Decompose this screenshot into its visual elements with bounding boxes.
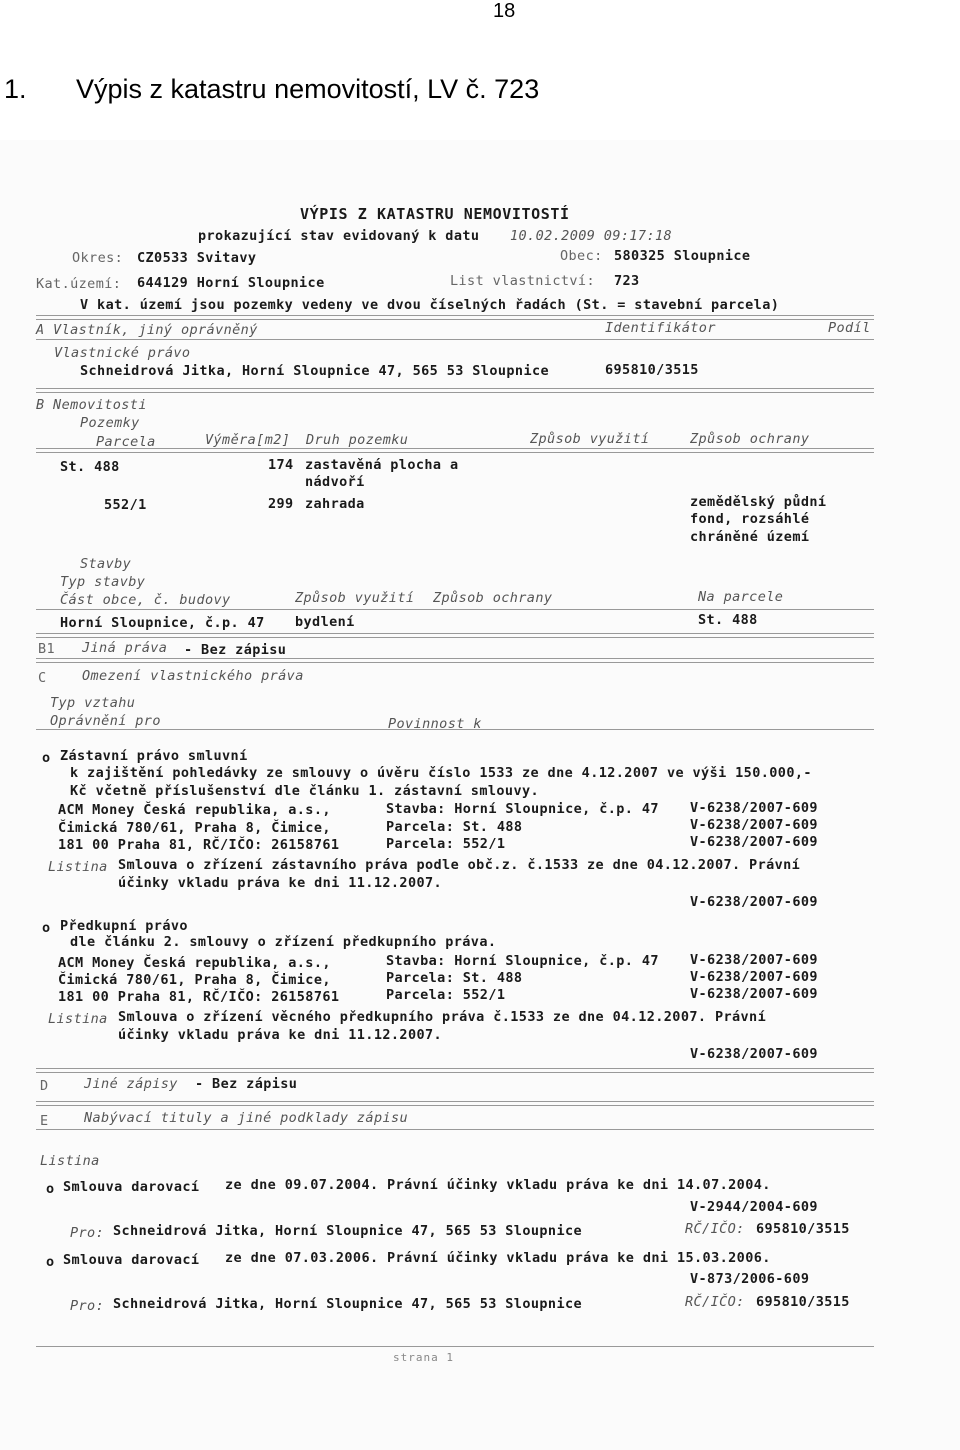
deed-2-pro-label: Pro: xyxy=(70,1298,105,1314)
extract-subtitle: prokazující stav evidovaný k datu xyxy=(198,228,480,244)
col-cast-obce: Část obce, č. budovy xyxy=(60,592,231,608)
section-divider xyxy=(36,658,874,663)
stavby-label: Stavby xyxy=(80,556,132,572)
section-b1-code: B1 xyxy=(38,641,56,657)
bullet: o xyxy=(42,920,51,936)
preemption-holder-line-2: Čimická 780/61, Praha 8, Čimice, xyxy=(58,972,331,988)
bullet: o xyxy=(46,1254,55,1270)
col-ochrana: Způsob ochrany xyxy=(690,431,810,447)
obec-label: Obec: xyxy=(560,248,603,264)
lien-object-1: Stavba: Horní Sloupnice, č.p. 47 xyxy=(386,801,659,817)
section-e-code: E xyxy=(40,1113,49,1129)
col-druh: Druh pozemku xyxy=(306,432,409,448)
parcel-row-2-protection: zemědělský půdní xyxy=(690,494,827,510)
povinnost-label: Povinnost k xyxy=(388,716,482,732)
section-b1-title: Jiná práva xyxy=(82,640,168,656)
lien-object-2: Parcela: St. 488 xyxy=(386,819,523,835)
deed-1-name: Smlouva darovací xyxy=(63,1179,200,1195)
lien-listina-cont: účinky vkladu práva ke dni 11.12.2007. xyxy=(118,875,443,891)
listina-label: Listina xyxy=(48,1011,108,1027)
section-b1-value: - Bez zápisu xyxy=(184,642,287,658)
section-divider xyxy=(36,339,874,340)
owner-name: Schneidrová Jitka, Horní Sloupnice 47, 565 53 Sloupnice xyxy=(80,363,550,379)
preemption-listina-ref: V-6238/2007-609 xyxy=(690,1046,818,1062)
parcel-row-2-id: 552/1 xyxy=(104,497,147,513)
preemption-description: dle článku 2. smlouvy o zřízení předkupního práva. xyxy=(70,934,497,950)
parcel-row-1-id: St. 488 xyxy=(60,459,120,475)
lien-listina-ref: V-6238/2007-609 xyxy=(690,894,818,910)
heading-text: Výpis z katastru nemovitostí, LV č. 723 xyxy=(76,74,540,104)
deed-2-ref: V-873/2006-609 xyxy=(690,1271,810,1287)
footer-divider xyxy=(36,1346,874,1347)
parcel-series-note: V kat. území jsou pozemky vedeny ve dvou číselných řadách (St. = stavební parcela) xyxy=(80,297,780,313)
col-podil: Podíl xyxy=(828,320,871,336)
lv-label: List vlastnictví: xyxy=(450,273,595,289)
section-c-code: C xyxy=(38,670,47,686)
deed-1-rc-label: RČ/IČO: xyxy=(685,1221,745,1237)
parcel-row-2-protection-2: fond, rozsáhlé xyxy=(690,511,810,527)
preemption-ref-3: V-6238/2007-609 xyxy=(690,986,818,1002)
lv-value: 723 xyxy=(614,273,640,289)
lien-description-cont: Kč včetně příslušenství dle článku 1. zástavní smlouvy. xyxy=(70,783,540,799)
section-divider xyxy=(36,729,874,730)
section-c-title: Omezení vlastnického práva xyxy=(82,668,304,684)
opravneni-label: Oprávnění pro xyxy=(50,713,161,729)
e-listina-label: Listina xyxy=(40,1153,100,1169)
owner-id: 695810/3515 xyxy=(605,362,699,378)
pozemky-label: Pozemky xyxy=(80,415,140,431)
col-vyuziti: Způsob využití xyxy=(530,431,650,447)
section-d-code: D xyxy=(40,1078,49,1094)
listina-label: Listina xyxy=(48,859,108,875)
section-divider xyxy=(36,388,874,393)
parcel-row-2-area: 299 xyxy=(268,496,294,512)
section-divider xyxy=(36,315,874,320)
bullet: o xyxy=(42,750,51,766)
deed-2-pro: Schneidrová Jitka, Horní Sloupnice 47, 565 53 Sloupnice xyxy=(113,1296,583,1312)
lien-listina: Smlouva o zřízení zástavního práva podle obč.z. č.1533 ze dne 04.12.2007. Právní xyxy=(118,857,801,873)
page-number: 18 xyxy=(493,0,516,22)
section-divider xyxy=(36,1129,874,1130)
col-vymera: Výměra[m2] xyxy=(205,432,291,448)
section-divider xyxy=(36,1101,874,1106)
deed-2-text: ze dne 07.03.2006. Právní účinky vkladu práva ke dni 15.03.2006. xyxy=(225,1250,771,1266)
document-heading xyxy=(4,74,539,105)
vlastnicke-pravo-label: Vlastnické právo xyxy=(54,345,191,361)
obec-value: 580325 Sloupnice xyxy=(614,248,751,264)
lien-title: Zástavní právo smluvní xyxy=(60,748,248,764)
page-footer: strana 1 xyxy=(393,1351,454,1364)
building-parcel: St. 488 xyxy=(698,612,758,628)
heading-number: 1. xyxy=(4,74,27,104)
deed-2-rc: 695810/3515 xyxy=(756,1294,850,1310)
deed-2-rc-label: RČ/IČO: xyxy=(685,1294,745,1310)
deed-1-pro-label: Pro: xyxy=(70,1225,105,1241)
okres-value: CZ0533 Svitavy xyxy=(137,250,257,266)
building-use: bydlení xyxy=(295,614,355,630)
parcel-row-2-type: zahrada xyxy=(305,496,365,512)
scanned-extract xyxy=(0,140,960,1450)
preemption-holder-line-1: ACM Money Česká republika, a.s., xyxy=(58,955,331,971)
extract-date: 10.02.2009 09:17:18 xyxy=(510,228,673,244)
katuzemi-value: 644129 Horní Sloupnice xyxy=(137,275,325,291)
parcel-row-1-type: zastavěná plocha a xyxy=(305,457,459,473)
building-name: Horní Sloupnice, č.p. 47 xyxy=(60,615,265,631)
section-divider xyxy=(36,633,874,638)
deed-2-name: Smlouva darovací xyxy=(63,1252,200,1268)
preemption-object-3: Parcela: 552/1 xyxy=(386,987,506,1003)
col-parcela: Parcela xyxy=(96,434,156,450)
section-divider xyxy=(36,609,874,610)
deed-1-ref: V-2944/2004-609 xyxy=(690,1199,818,1215)
lien-ref-3: V-6238/2007-609 xyxy=(690,834,818,850)
preemption-object-1: Stavba: Horní Sloupnice, č.p. 47 xyxy=(386,953,659,969)
col-zp-ochrany: Způsob ochrany xyxy=(433,590,553,606)
lien-holder-line-3: 181 00 Praha 81, RČ/IČO: 26158761 xyxy=(58,837,340,853)
deed-1-text: ze dne 09.07.2004. Právní účinky vkladu práva ke dni 14.07.2004. xyxy=(225,1177,771,1193)
lien-description: k zajištění pohledávky ze smlouvy o úvěru číslo 1533 ze dne 4.12.2007 ve výši 150.000,- xyxy=(70,765,812,781)
preemption-object-2: Parcela: St. 488 xyxy=(386,970,523,986)
section-a-title: A Vlastník, jiný oprávněný xyxy=(36,322,258,338)
section-d-title: Jiné zápisy xyxy=(84,1076,178,1092)
lien-object-3: Parcela: 552/1 xyxy=(386,836,506,852)
col-identifikator: Identifikátor xyxy=(605,320,716,336)
preemption-ref-1: V-6238/2007-609 xyxy=(690,952,818,968)
section-divider xyxy=(36,1068,874,1073)
preemption-ref-2: V-6238/2007-609 xyxy=(690,969,818,985)
okres-label: Okres: xyxy=(72,250,124,266)
extract-title: VÝPIS Z KATASTRU NEMOVITOSTÍ xyxy=(300,205,570,223)
parcel-row-2-protection-3: chráněné území xyxy=(690,529,810,545)
preemption-listina: Smlouva o zřízení věcného předkupního práva č.1533 ze dne 04.12.2007. Právní xyxy=(118,1009,767,1025)
katuzemi-label: Kat.území: xyxy=(36,276,122,292)
lien-holder-line-2: Čimická 780/61, Praha 8, Čimice, xyxy=(58,820,331,836)
deed-1-rc: 695810/3515 xyxy=(756,1221,850,1237)
section-d-value: - Bez zápisu xyxy=(195,1076,298,1092)
deed-1-pro: Schneidrová Jitka, Horní Sloupnice 47, 565 53 Sloupnice xyxy=(113,1223,583,1239)
parcel-row-1-type-cont: nádvoří xyxy=(305,474,365,490)
parcel-row-1-area: 174 xyxy=(268,457,294,473)
section-b-title: B Nemovitosti xyxy=(36,397,147,413)
lien-holder-line-1: ACM Money Česká republika, a.s., xyxy=(58,802,331,818)
preemption-holder-line-3: 181 00 Praha 81, RČ/IČO: 26158761 xyxy=(58,989,340,1005)
col-na-parcele: Na parcele xyxy=(698,589,784,605)
typ-vztahu-label: Typ vztahu xyxy=(50,695,136,711)
bullet: o xyxy=(46,1181,55,1197)
preemption-title: Předkupní právo xyxy=(60,918,188,934)
preemption-listina-cont: účinky vkladu práva ke dni 11.12.2007. xyxy=(118,1027,443,1043)
section-divider xyxy=(36,448,874,453)
section-e-title: Nabývací tituly a jiné podklady zápisu xyxy=(84,1110,409,1126)
typ-stavby-label: Typ stavby xyxy=(60,574,146,590)
col-zp-vyuziti: Způsob využití xyxy=(295,590,415,606)
lien-ref-1: V-6238/2007-609 xyxy=(690,800,818,816)
lien-ref-2: V-6238/2007-609 xyxy=(690,817,818,833)
